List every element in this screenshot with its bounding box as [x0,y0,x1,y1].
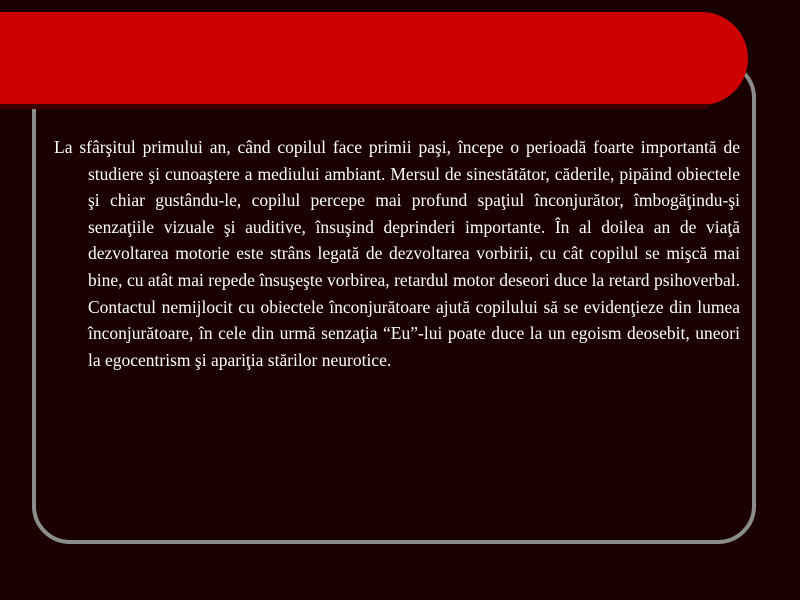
banner-divider [0,104,708,109]
body-paragraph: La sfârşitul primului an, când copilul face primii paşi, începe o perioadă foarte importantă de studiere şi cunoaştere a mediului ambiant. Mersul de sinestătător, căderile, pipăind obiectele şi chiar gustându-le, copilul percepe mai profund spaţiul înconjurător, îmbogăţindu-şi senzaţiile vizuale şi auditive, însuşind deprinderi importante. În al doilea an de viaţă dezvoltarea motorie este strâns legată de dezvoltarea vorbirii, cu cât copilul se mişcă mai bine, cu atât mai repede însuşeşte vorbirea, retardul motor deseori duce la retard psihoverbal. Contactul nemijlocit cu obiectele înconjurătoare ajută copilului să se evidenţieze din lumea înconjurătoare, în cele din urmă senzaţia “Eu”-lui poate duce la un egoism deosebit, uneori la egocentrism şi apariţia stărilor neurotice. [54,137,740,370]
title-banner [0,12,748,105]
